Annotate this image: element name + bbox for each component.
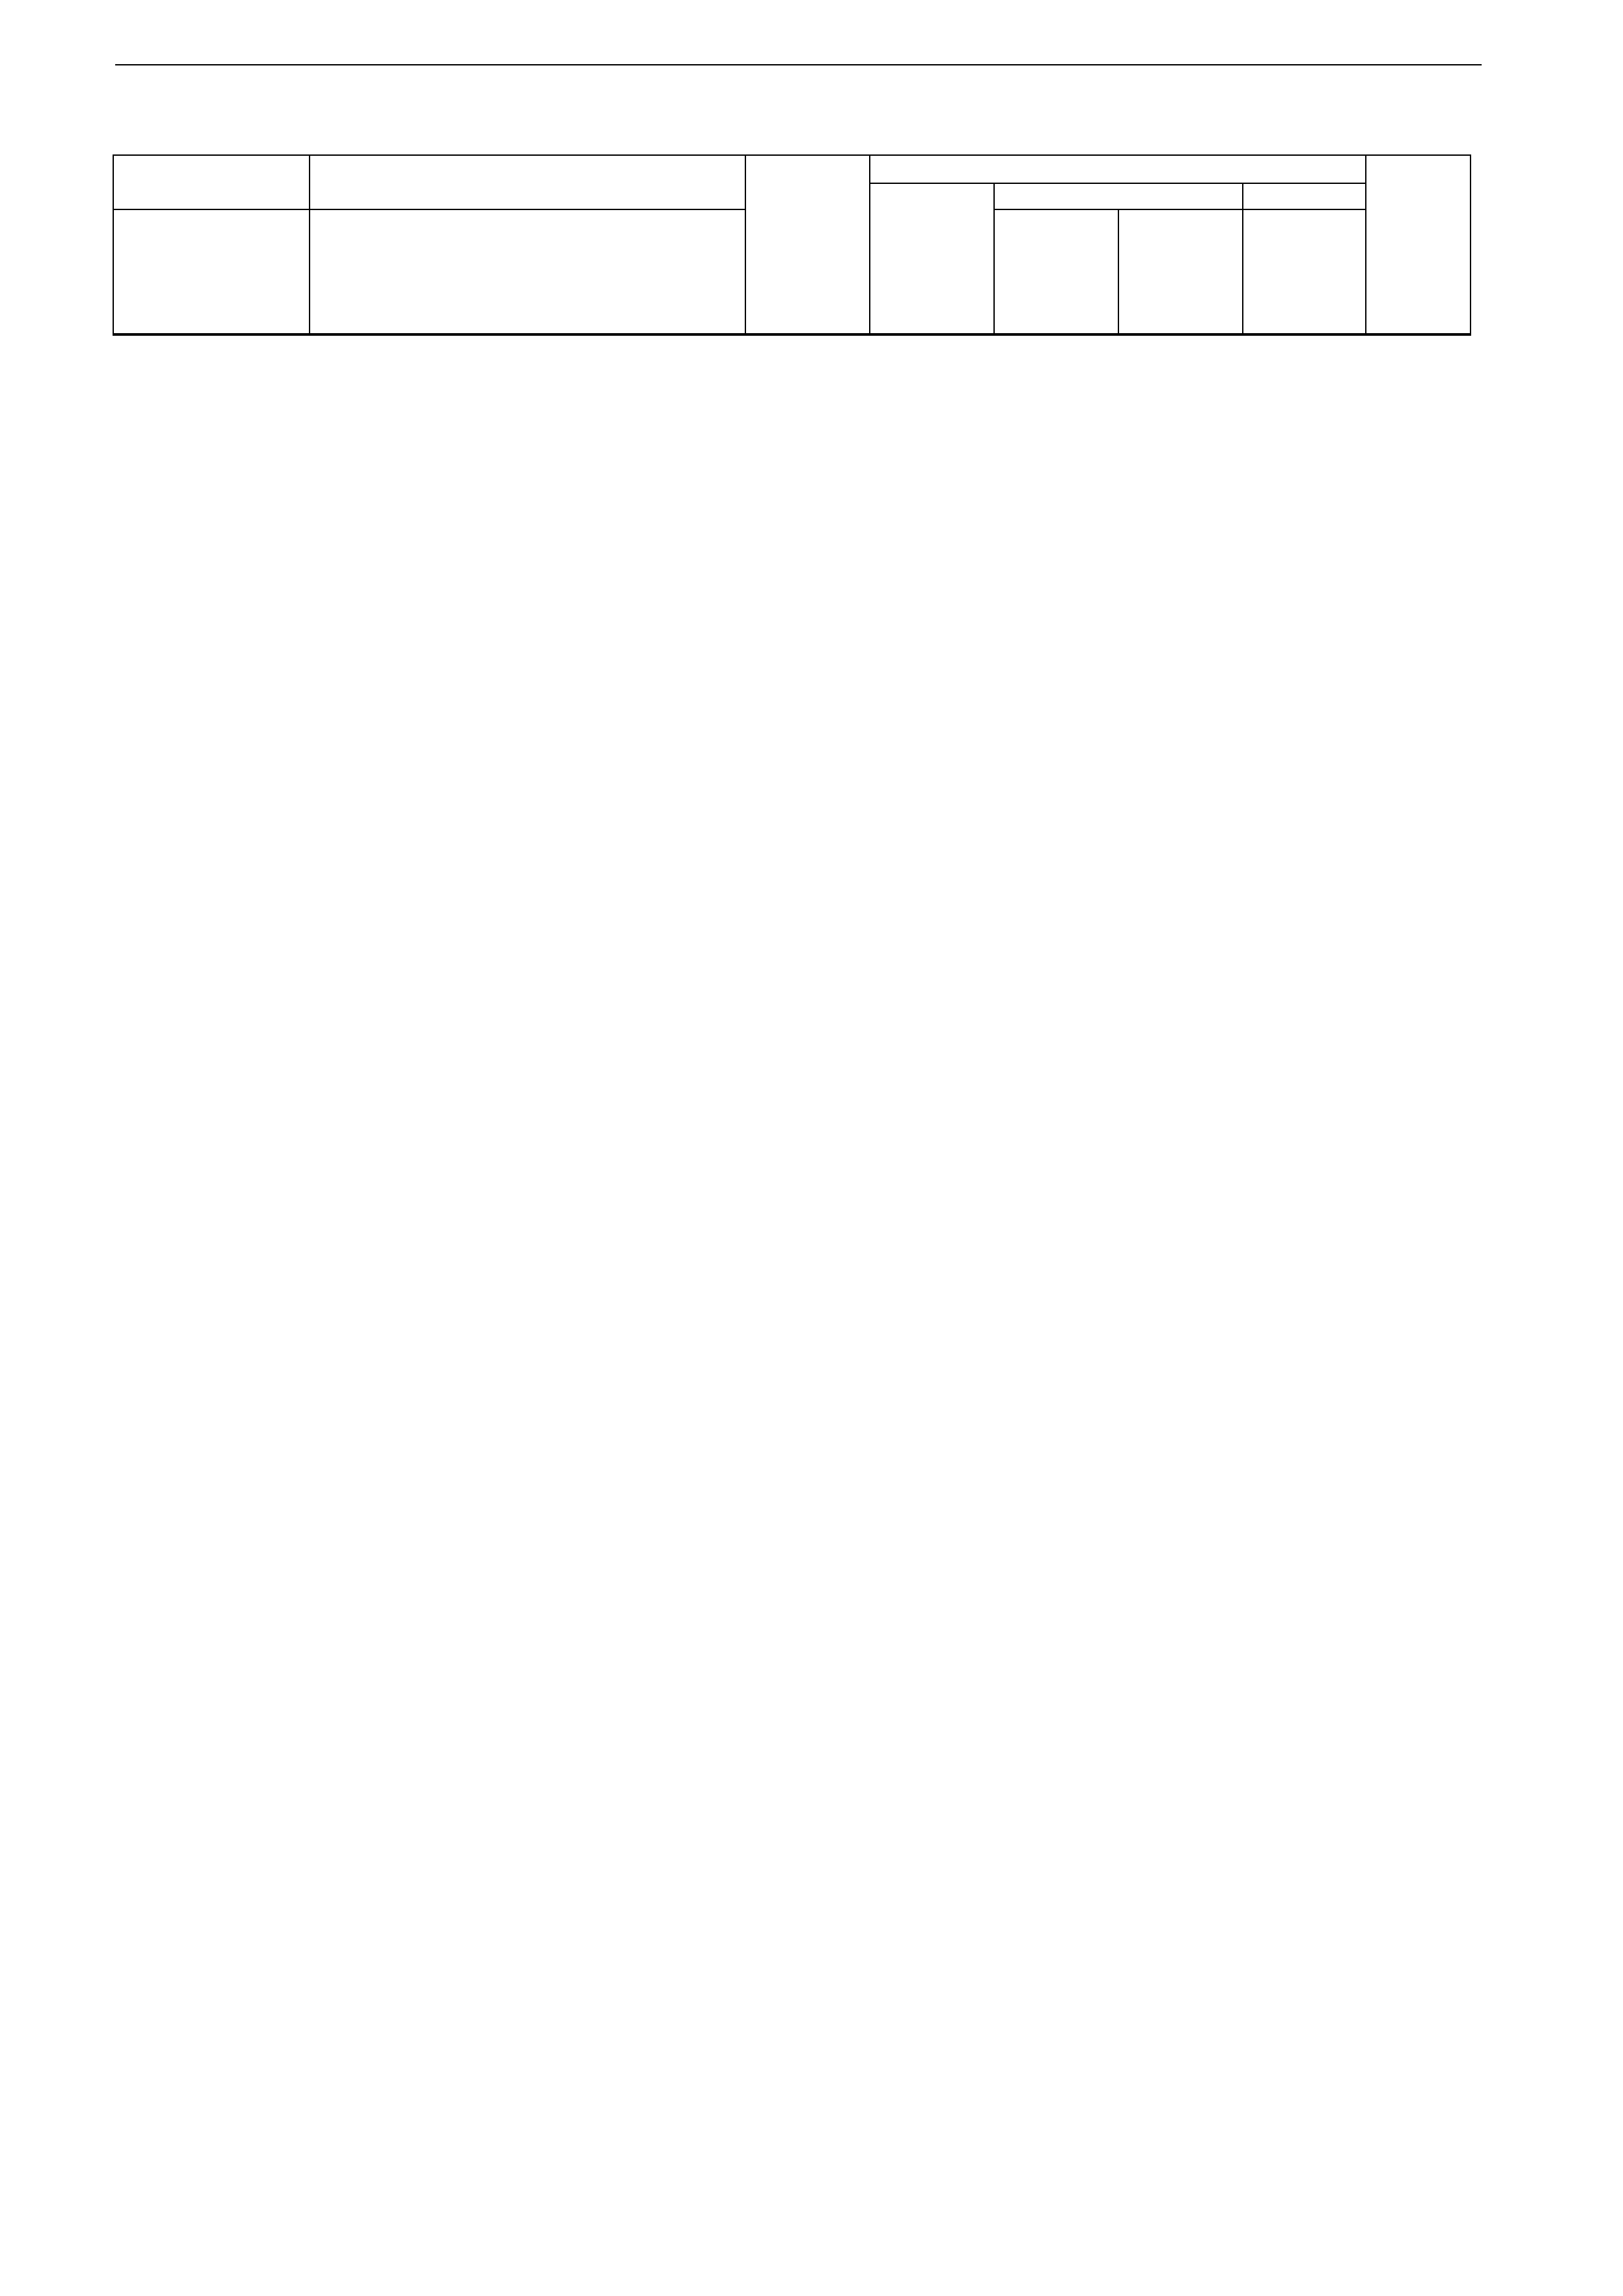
col8-header — [1366, 155, 1471, 334]
rates-table-1 — [113, 154, 1471, 336]
header-divider — [115, 64, 1482, 65]
column-number — [994, 334, 1118, 335]
col2-bottom-header — [310, 209, 745, 334]
column-numbers-row — [113, 334, 1471, 335]
column-number — [113, 334, 310, 335]
col5-header — [994, 209, 1118, 334]
col1-top-header — [113, 155, 310, 209]
col7-header — [1243, 209, 1366, 334]
machines-header — [994, 183, 1243, 209]
column-number — [1366, 334, 1471, 335]
col4-header — [870, 183, 994, 334]
col3-header — [745, 155, 870, 334]
document-header — [115, 64, 1482, 65]
column-number — [745, 334, 870, 335]
table3-title-block — [119, 1799, 1480, 1860]
col2-top-header — [310, 155, 745, 209]
table2-title-block — [119, 1064, 1480, 1126]
col1-bottom-header — [113, 209, 310, 334]
column-number — [310, 334, 745, 335]
materials-header — [1243, 183, 1366, 209]
column-number — [870, 334, 994, 335]
column-number — [1118, 334, 1243, 335]
col6-header — [1118, 209, 1243, 334]
column-number — [1243, 334, 1366, 335]
group-header — [870, 155, 1366, 183]
